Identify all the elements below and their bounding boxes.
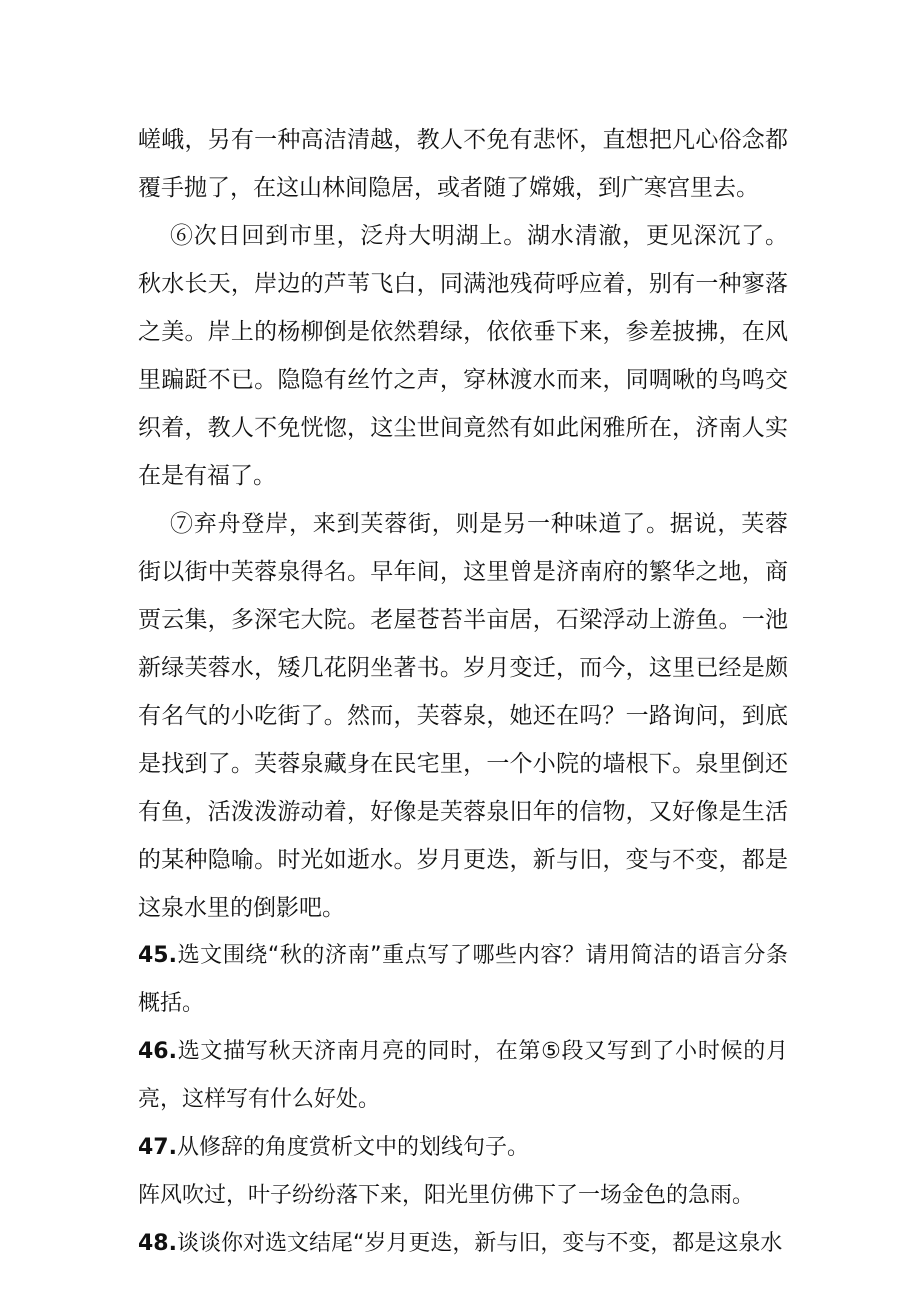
question-text: 谈谈你对选文结尾“岁月更迭，新与旧，变与不变，都是这泉水 — [176, 1231, 783, 1256]
question-45 — [138, 932, 788, 1028]
question-number: 45. — [138, 943, 177, 968]
question-number: 48. — [138, 1231, 177, 1256]
question-number: 47. — [138, 1135, 177, 1160]
question-46 — [138, 1028, 788, 1124]
paragraph-7: ⑦弃舟登岸，来到芙蓉街，则是另一种味道了。据说，芙蓉街以街中芙蓉泉得名。早年间，这里曾是济南府的繁华之地，商贾云集，多深宅大院。老屋苍苔半亩居，石梁浮动上游鱼。一池新绿芙蓉水，矮几花阴坐著书。岁月变迁，而今，这里已经是颇有名气的小吃街了。然而，芙蓉泉，她还在吗？一路询问，到底是找到了。芙蓉泉藏身在民宅里，一个小院的墙根下。泉里倒还有鱼，活泼泼游动着，好像是芙蓉泉旧年的信物，又好像是生活的某种隐喻。时光如逝水。岁月更迭，新与旧，变与不变，都是这泉水里的倒影吧。 — [138, 511, 788, 921]
paragraph-6: ⑥次日回到市里，泛舟大明湖上。湖水清澈，更见深沉了。秋水长天，岸边的芦苇飞白，同满池残荷呼应着，别有一种寥落之美。岸上的杨柳倒是依然碧绿，依依垂下来，参差披拂，在风里蹁跹不已。隐隐有丝竹之声，穿林渡水而来，同啁啾的鸟鸣交织着，教人不免恍惚，这尘世间竟然有如此闲雅所在，济南人实在是有福了。 — [138, 223, 788, 489]
question-47 — [138, 1124, 788, 1172]
question-text: 选文描写秋天济南月亮的同时，在第⑤段又写到了小时候的月亮，这样写有什么好处。 — [138, 1039, 788, 1112]
question-text: 从修辞的角度赏析文中的划线句子。 — [176, 1135, 529, 1160]
question-48 — [138, 1220, 788, 1268]
question-text: 选文围绕“秋的济南”重点写了哪些内容？请用简洁的语言分条概括。 — [138, 943, 788, 1016]
paragraph-5-continuation: 嵯峨，另有一种高洁清越，教人不免有悲怀，直想把凡心俗念都覆手抛了，在这山林间隐居，或者随了嫦娥，到广寒宫里去。 — [138, 127, 788, 201]
question-number: 46. — [138, 1039, 177, 1064]
quoted-sentence: 阵风吹过，叶子纷纷落下来，阳光里仿佛下了一场金色的急雨。 — [138, 1183, 755, 1208]
document-content — [138, 116, 788, 1268]
